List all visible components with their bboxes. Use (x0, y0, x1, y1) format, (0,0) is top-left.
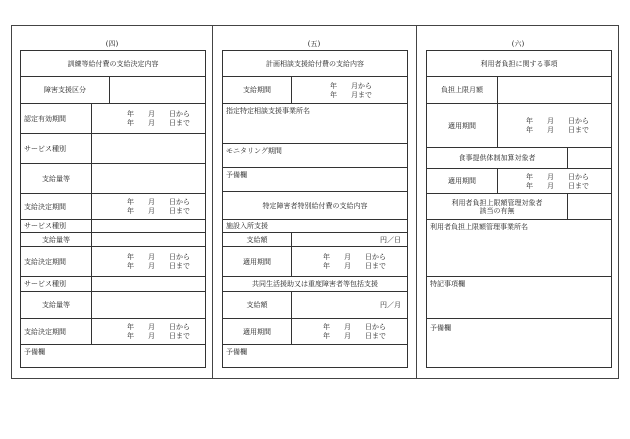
service-type-label: サービス種別 (24, 280, 66, 288)
decision-period-label: 支給決定期間 (24, 202, 66, 211)
date-to: 年 月 日まで (323, 262, 386, 270)
notes-label: 予備欄 (430, 324, 451, 332)
panel-4-title: 訓練等給付費の支給決定内容 (67, 59, 159, 68)
panel-6-table (426, 50, 612, 368)
disability-category-value (109, 77, 205, 103)
cap-management-office-label: 利用者負担上限額管理事業所名 (430, 223, 528, 231)
panel-6-title: 利用者負担に関する事項 (480, 59, 558, 68)
date-from-short: 年 月から (330, 82, 372, 90)
applicable-period-label: 適用期間 (448, 177, 476, 185)
date-to-short: 年 月まで (330, 91, 372, 99)
supply-amount-value (91, 164, 205, 193)
decision-period-label: 支給決定期間 (24, 327, 66, 336)
cap-management-applicable-label: 該当の有無 (479, 206, 515, 215)
notes-label: 予備欄 (226, 171, 247, 179)
service-type-label: サービス種別 (24, 222, 66, 230)
service-type-label: サービス種別 (24, 144, 66, 153)
panel-4-number: (四) (105, 40, 119, 48)
special-benefit-title: 特定障害者特別給付費の支給内容 (262, 201, 368, 210)
monthly-cap-label: 負担上限月額 (441, 86, 483, 94)
supply-amount-label: 支給額 (246, 301, 268, 309)
monthly-cap-value (497, 77, 611, 103)
panel-divider (416, 26, 417, 378)
date-from: 年 月 日から (127, 198, 190, 206)
service-type-value (91, 220, 205, 232)
certificate-page (11, 25, 619, 379)
service-type-value (91, 134, 205, 163)
date-to: 年 月 日まで (127, 332, 190, 340)
cap-management-target-label: 利用者負担上限額管理対象者 (451, 198, 543, 207)
date-to: 年 月 日まで (127, 262, 190, 270)
date-from: 年 月 日から (127, 323, 190, 331)
supply-amount-label: 支給量等 (42, 301, 70, 309)
monitoring-period-label: モニタリング期間 (226, 147, 282, 155)
yen-per-day-unit: 円／日 (380, 236, 401, 244)
yen-per-month-unit: 円／月 (380, 301, 401, 309)
meal-subsidy-value (567, 148, 611, 168)
decision-period-label: 支給決定期間 (24, 257, 66, 266)
panel-5-table (222, 50, 408, 368)
facility-support-label: 施設入所支援 (226, 222, 268, 230)
date-from: 年 月 日から (526, 173, 589, 181)
group-home-label: 共同生活援助又は重度障害者等包括支援 (252, 280, 378, 288)
date-from: 年 月 日から (323, 323, 386, 331)
supply-amount-label: 支給量等 (42, 235, 70, 244)
date-from: 年 月 日から (323, 253, 386, 261)
notes-label: 予備欄 (226, 348, 247, 356)
panel-5-number: (五) (307, 40, 321, 48)
cap-management-value (567, 194, 611, 219)
date-to: 年 月 日まで (526, 126, 589, 134)
applicable-period-label: 適用期間 (243, 257, 271, 266)
panel-6-number: (六) (511, 40, 525, 48)
date-to: 年 月 日まで (127, 207, 190, 215)
panel-4-table (20, 50, 206, 368)
panel-5-title: 計画相談支援給付費の支給内容 (266, 59, 364, 68)
date-to: 年 月 日まで (526, 182, 589, 190)
supply-period-label: 支給期間 (243, 86, 271, 94)
applicable-period-label: 適用期間 (243, 327, 271, 336)
supply-amount-value (91, 233, 205, 246)
date-from: 年 月 日から (127, 110, 190, 118)
date-to: 年 月 日まで (127, 119, 190, 127)
supply-amount-value (91, 292, 205, 318)
meal-subsidy-label: 食事提供体制加算対象者 (458, 154, 536, 162)
notes-label: 予備欄 (24, 348, 45, 356)
special-notes-label: 特記事項欄 (430, 280, 465, 288)
service-type-value (91, 277, 205, 291)
disability-category-label: 障害支援区分 (44, 86, 86, 94)
panel-divider (212, 26, 213, 378)
certification-period-label: 認定有効期間 (24, 114, 66, 123)
applicable-period-label: 適用期間 (448, 121, 476, 130)
designated-provider-label: 指定特定相談支援事業所名 (226, 107, 310, 115)
supply-amount-label: 支給量等 (42, 174, 70, 183)
supply-amount-label: 支給額 (246, 235, 268, 244)
date-from: 年 月 日から (526, 117, 589, 125)
date-from: 年 月 日から (127, 253, 190, 261)
date-to: 年 月 日まで (323, 332, 386, 340)
